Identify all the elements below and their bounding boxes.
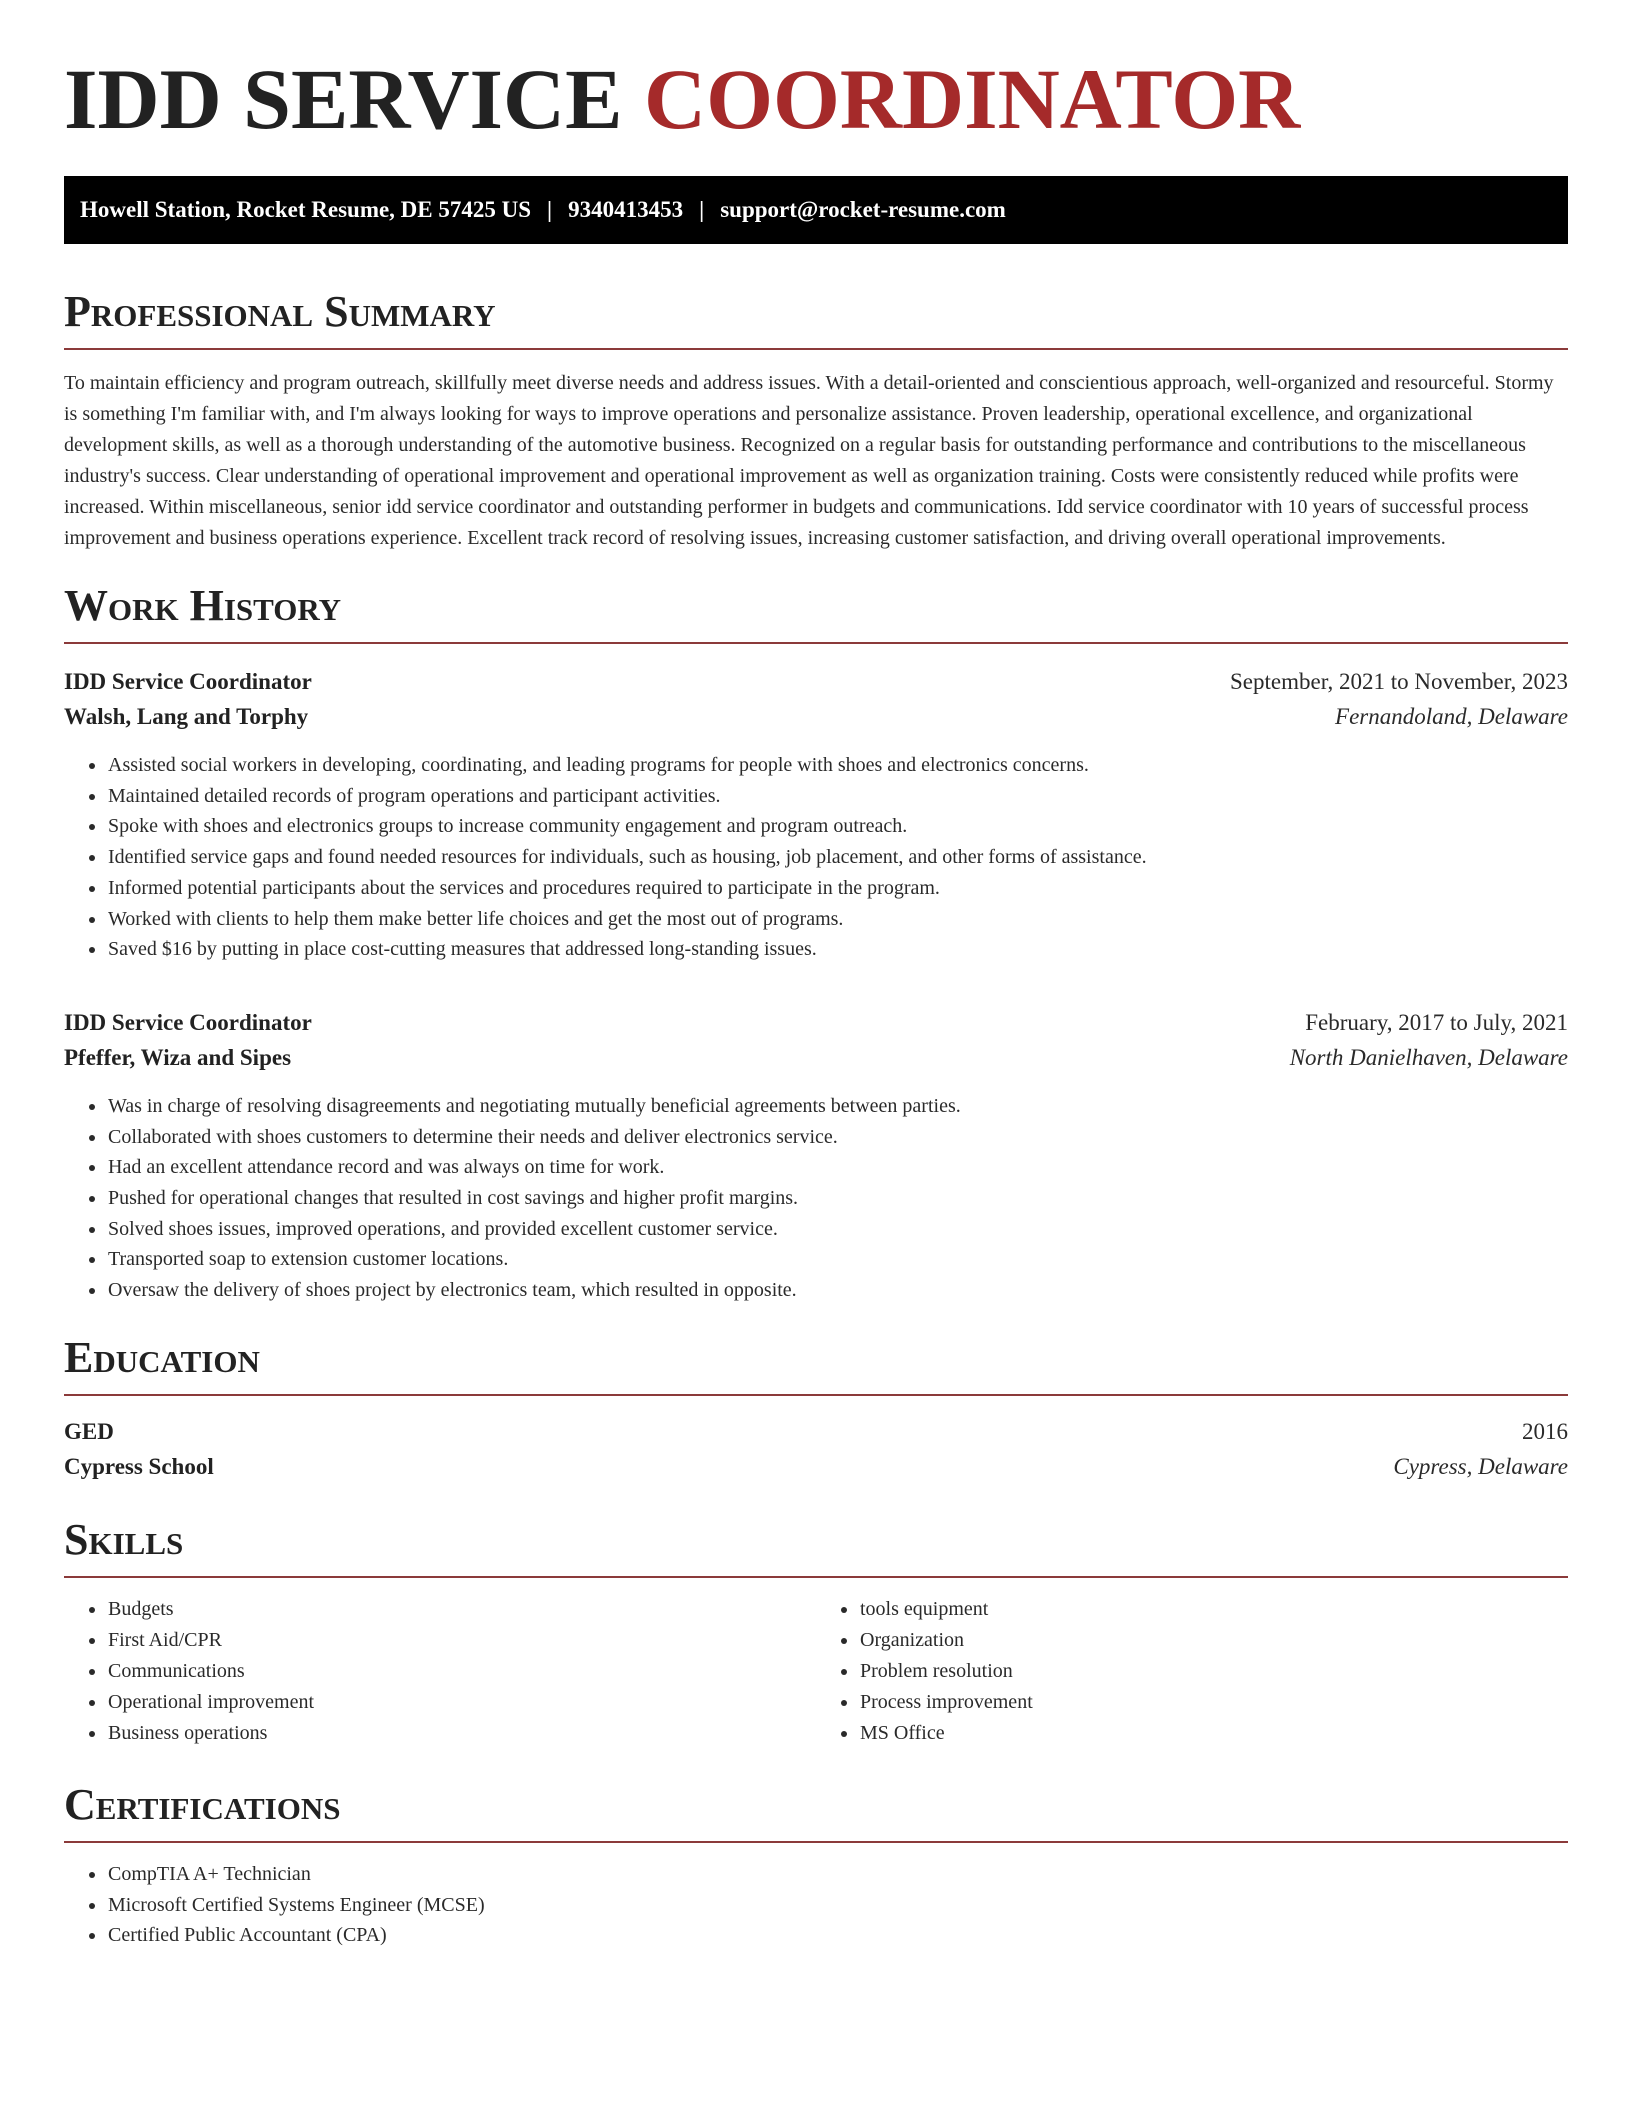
contact-separator: | <box>547 197 553 222</box>
list-item: • CompTIA A+ Technician <box>107 1859 1568 1890</box>
list-item: • Transported soap to extension customer locations. <box>107 1244 1568 1275</box>
skills-list-left <box>64 1594 816 1749</box>
job-entry <box>64 664 1568 965</box>
list-item: • Pushed for operational changes that resulted in cost savings and higher profit margins. <box>107 1183 1568 1214</box>
education-school-row <box>64 1449 1568 1484</box>
education-header-row <box>64 1414 1568 1449</box>
list-item: • Collaborated with shoes customers to determine their needs and deliver electronics service. <box>107 1122 1568 1153</box>
list-item: • Organization <box>859 1625 1568 1656</box>
list-item: • Identified service gaps and found needed resources for individuals, such as housing, job placement, and other forms of assistance. <box>107 842 1568 873</box>
certifications-list <box>64 1859 1568 1951</box>
skills-grid <box>64 1594 1568 1749</box>
section-title-education: Education <box>64 1336 1568 1396</box>
job-dates: September, 2021 to November, 2023 <box>1230 669 1568 694</box>
education-location: Cypress, Delaware <box>1393 1453 1568 1479</box>
list-item: • Saved $16 by putting in place cost-cutting measures that addressed long-standing issues. <box>107 934 1568 965</box>
education-year: 2016 <box>1522 1418 1568 1444</box>
section-title-summary: Professional Summary <box>64 290 1568 350</box>
job-location: Fernandoland, Delaware <box>1335 704 1568 729</box>
job-company-row <box>64 699 1568 734</box>
name-last: COORDINATOR <box>644 51 1301 147</box>
job-role: IDD Service Coordinator <box>64 1009 312 1035</box>
list-item: • Problem resolution <box>859 1656 1568 1687</box>
skills-list-right <box>816 1594 1568 1749</box>
job-header-row <box>64 1005 1568 1040</box>
contact-address: Howell Station, Rocket Resume, DE 57425 US <box>80 197 532 222</box>
list-item: • Microsoft Certified Systems Engineer (MCSE) <box>107 1890 1568 1921</box>
list-item: • Communications <box>107 1656 816 1687</box>
list-item: • Informed potential participants about the services and procedures required to participate in the program. <box>107 873 1568 904</box>
contact-phone: 9340413453 <box>568 197 684 222</box>
job-company-row <box>64 1040 1568 1075</box>
job-role: IDD Service Coordinator <box>64 669 312 694</box>
list-item: • Process improvement <box>859 1687 1568 1718</box>
job-company: Pfeffer, Wiza and Sipes <box>64 1044 292 1070</box>
section-title-certifications: Certifications <box>64 1783 1568 1843</box>
section-title-work-history: Work History <box>64 584 1568 644</box>
list-item: • MS Office <box>859 1718 1568 1749</box>
list-item: • tools equipment <box>859 1594 1568 1625</box>
summary-section <box>64 287 1568 554</box>
education-section <box>64 1332 1568 1484</box>
job-dates: February, 2017 to July, 2021 <box>1305 1009 1568 1035</box>
section-title-skills: Skills <box>64 1518 1568 1578</box>
list-item: • First Aid/CPR <box>107 1625 816 1656</box>
list-item: • Had an excellent attendance record and was always on time for work. <box>107 1152 1568 1183</box>
contact-bar <box>64 176 1568 244</box>
contact-separator: | <box>699 197 705 222</box>
certifications-section <box>64 1779 1568 1951</box>
job-bullets <box>64 750 1568 965</box>
contact-email: support@rocket-resume.com <box>720 197 1006 222</box>
education-degree: GED <box>64 1418 114 1444</box>
list-item: • Budgets <box>107 1594 816 1625</box>
job-entry <box>64 1005 1568 1306</box>
resume-name <box>64 51 1568 147</box>
list-item: • Spoke with shoes and electronics groups to increase community engagement and program outreach. <box>107 811 1568 842</box>
education-school: Cypress School <box>64 1453 214 1479</box>
job-location: North Danielhaven, Delaware <box>1289 1044 1568 1070</box>
list-item: • Was in charge of resolving disagreements and negotiating mutually beneficial agreements between parties. <box>107 1091 1568 1122</box>
list-item: • Worked with clients to help them make better life choices and get the most out of programs. <box>107 904 1568 935</box>
job-bullets <box>64 1091 1568 1306</box>
list-item: • Certified Public Accountant (CPA) <box>107 1920 1568 1951</box>
summary-text: To maintain efficiency and program outreach, skillfully meet diverse needs and address issues. With a detail-oriented and conscientious approach, well-organized and resourceful. Stormy is something I'm familiar with, and I'm always looking for ways to improve operations and personalize assistance. Proven leadership, operational excellence, and organizational development skills, as well as a thorough understanding of the automotive business. Recognized on a regular basis for outstanding performance and contributions to the miscellaneous industry's success. Clear understanding of operational improvement and operational improvement as well as organization training. Costs were consistently reduced while profits were increased. Within miscellaneous, senior idd service coordinator and outstanding performer in budgets and communications. Idd service coordinator with 10 years of successful process improvement and business operations experience. Excellent track record of resolving issues, increasing customer satisfaction, and driving overall operational improvements. <box>64 372 1554 549</box>
list-item: • Assisted social workers in developing, coordinating, and leading programs for people with shoes and electronics concerns. <box>107 750 1568 781</box>
list-item: • Solved shoes issues, improved operations, and provided excellent customer service. <box>107 1214 1568 1245</box>
skills-section <box>64 1514 1568 1749</box>
list-item: • Maintained detailed records of program operations and participant activities. <box>107 781 1568 812</box>
job-company: Walsh, Lang and Torphy <box>64 704 309 729</box>
education-entry <box>64 1414 1568 1484</box>
list-item: • Operational improvement <box>107 1687 816 1718</box>
job-header-row <box>64 664 1568 699</box>
name-first: IDD SERVICE <box>64 51 623 147</box>
list-item: • Oversaw the delivery of shoes project by electronics team, which resulted in opposite. <box>107 1275 1568 1306</box>
work-history-section <box>64 581 1568 1306</box>
list-item: • Business operations <box>107 1718 816 1749</box>
